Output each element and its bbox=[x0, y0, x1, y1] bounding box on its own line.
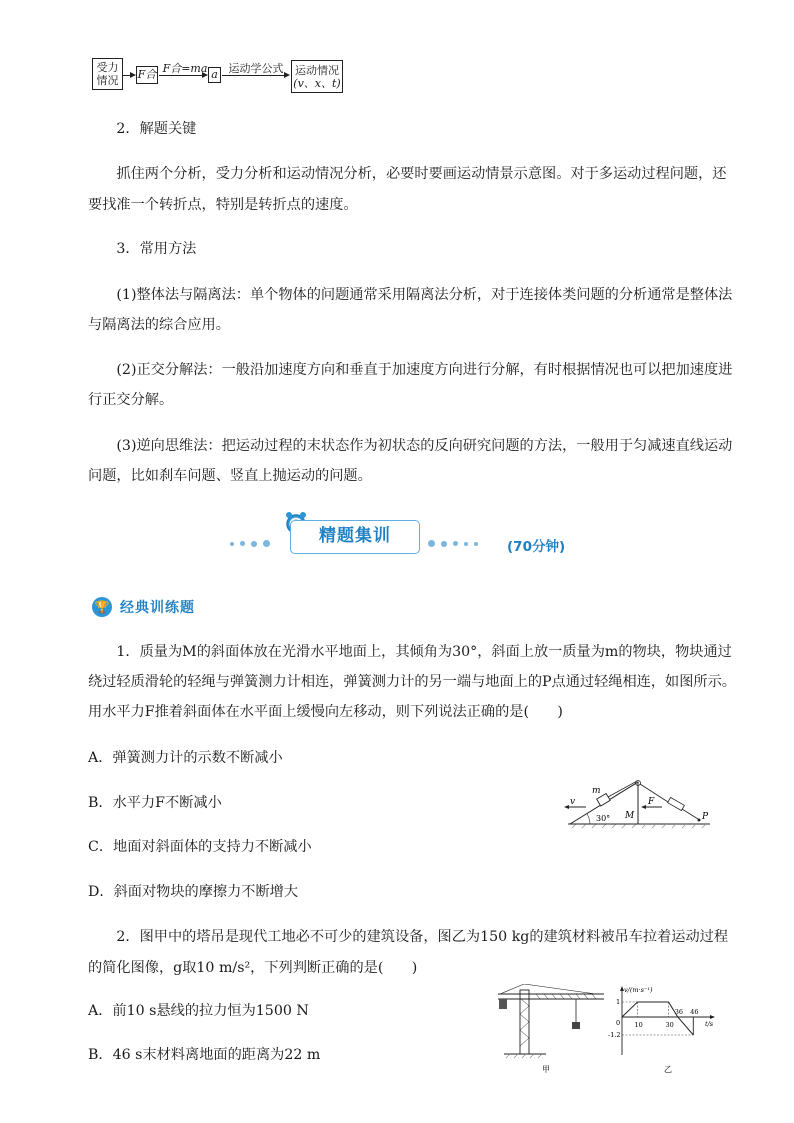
flow-arrow-label-2: 运动学公式 bbox=[228, 62, 284, 75]
flow-box-motion bbox=[291, 60, 343, 93]
section-2-body: 抓住两个分析，受力分析和运动情况分析，必要时要画运动情景示意图。对于多运动过程问题，还要找准一个转折点，特别是转折点的速度。 bbox=[88, 166, 727, 213]
subheading bbox=[92, 596, 195, 618]
q1-stem: 1．质量为M的斜面体放在光滑水平地面上，其倾角为30°，斜面上放一质量为m的物块，物块通过绕过轻质滑轮的轻绳与弹簧测力计相连，弹簧测力计的另一端与地面上的P点通过轻绳相连，如图所示。用水平力F推着斜面体在水平面上缓慢向左移动，则下列说法正确的是( ) bbox=[88, 644, 736, 720]
method-3: (3)逆向思维法：把运动过程的末状态作为初状态的反向研究问题的方法，一般用于匀减速直线运动问题，比如刹车问题、竖直上抛运动的问题。 bbox=[88, 438, 733, 484]
flow-arrow-label-1: F合=ma bbox=[162, 62, 208, 75]
vt-x-tick-label: 30 bbox=[665, 1021, 674, 1029]
q1-fig-label-P: P bbox=[702, 812, 709, 822]
q1-option-d: D．斜面对物块的摩擦力不断增大 bbox=[88, 884, 299, 900]
flow-box-force-label: 受力情况 bbox=[96, 61, 119, 87]
flow-arrow-3 bbox=[222, 75, 288, 76]
flow-box-fnet-label: F合 bbox=[137, 68, 157, 81]
method-2: (2)正交分解法：一般沿加速度方向和垂直于加速度方向进行分解，有时根据情况也可以把加速度进行正交分解。 bbox=[88, 362, 733, 408]
vt-y-label: v/(m·s⁻¹) bbox=[624, 986, 653, 994]
section-duration: (70分钟) bbox=[507, 539, 566, 555]
vt-x-tick-label: 36 bbox=[674, 1008, 684, 1016]
q2-vt-chart bbox=[606, 983, 718, 1075]
flow-box-fnet bbox=[136, 66, 158, 84]
flow-box-accel-label: a bbox=[211, 68, 218, 81]
vt-x-label: t/s bbox=[705, 1020, 714, 1028]
flow-box-accel bbox=[208, 67, 221, 83]
method-1: (1)整体法与隔离法：单个物体的问题通常采用隔离法分析，对于连接体类问题的分析通常是整体法与隔离法的综合应用。 bbox=[88, 287, 733, 333]
q1-option-a: A．弹簧测力计的示数不断减小 bbox=[88, 750, 283, 766]
vt-y-tick-label: 1 bbox=[616, 998, 621, 1006]
banner-dots-left bbox=[230, 533, 276, 552]
vt-y-tick-label: -1.2 bbox=[608, 1031, 621, 1039]
q2-fig-label-jia: 甲 bbox=[542, 1065, 550, 1074]
vt-x-tick-label: 10 bbox=[634, 1021, 643, 1029]
q1-fig-label-v: v bbox=[570, 797, 576, 807]
vt-x-tick-label: 46 bbox=[690, 1008, 699, 1016]
q1-fig-label-M: M bbox=[625, 811, 635, 821]
section-banner bbox=[230, 510, 630, 560]
trophy-icon: 🏆 bbox=[92, 597, 112, 617]
section-3-heading: 3．常用方法 bbox=[116, 241, 197, 257]
vt-series-line bbox=[622, 1002, 693, 1035]
subheading-title: 经典训练题 bbox=[120, 600, 195, 616]
flow-box-force bbox=[92, 58, 123, 90]
q2-option-b: B．46 s末材料离地面的距离为22 m bbox=[88, 1047, 321, 1063]
q1-fig-label-angle: 30° bbox=[596, 814, 611, 823]
q1-incline-figure bbox=[560, 774, 720, 834]
q2-crane-figure bbox=[496, 984, 608, 1074]
flow-arrow-1 bbox=[123, 75, 134, 76]
q1-option-c: C．地面对斜面体的支持力不断减小 bbox=[88, 839, 312, 855]
q2-stem: 2．图甲中的塔吊是现代工地必不可少的建筑设备，图乙为150 kg的建筑材料被吊车拉着运动过程的简化图像，g取10 m/s²，下列判断正确的是( ) bbox=[88, 929, 729, 976]
q1-option-b: B．水平力F不断减小 bbox=[88, 795, 222, 811]
flow-box-motion-line2: (v、x、t) bbox=[293, 77, 341, 90]
vt-x-axis-arrow bbox=[710, 1015, 715, 1019]
section-2-heading: 2．解题关键 bbox=[116, 121, 197, 137]
vt-fig-label-yi: 乙 bbox=[664, 1065, 672, 1074]
vt-origin: 0 bbox=[616, 1019, 621, 1027]
section-title: 精题集训 bbox=[290, 520, 420, 554]
flow-box-motion-line1: 运动情况 bbox=[295, 64, 339, 77]
banner-dots-right bbox=[428, 533, 484, 552]
flow-arrow-2 bbox=[159, 75, 206, 76]
q1-fig-label-m: m bbox=[592, 786, 601, 796]
q2-option-a: A．前10 s悬线的拉力恒为1500 N bbox=[88, 1003, 309, 1019]
q1-fig-label-F: F bbox=[648, 797, 655, 807]
